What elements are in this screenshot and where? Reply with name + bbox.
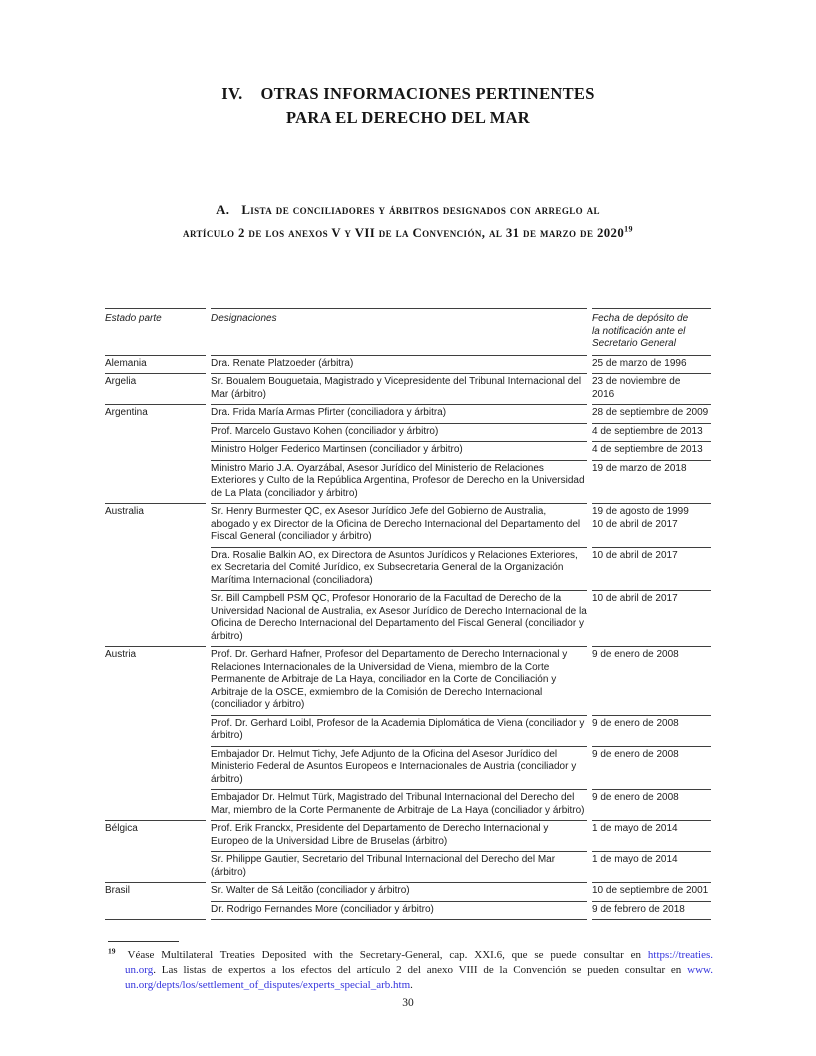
footnote-line <box>108 946 713 963</box>
content-column <box>100 308 740 993</box>
section-text-line1: Lista de conciliadores y árbitros designados con arreglo al <box>241 203 600 217</box>
designation-cell: Prof. Marcelo Gustavo Kohen (conciliador y árbitro) <box>211 424 587 443</box>
deposit-date-line: 25 de marzo de 1996 <box>592 357 687 369</box>
section-letter: A. <box>216 203 230 217</box>
deposit-date-cell <box>592 716 711 747</box>
deposit-date-line: 9 de enero de 2008 <box>592 717 679 729</box>
deposit-date-cell <box>592 548 711 592</box>
table-row <box>105 647 711 716</box>
deposit-date-line: 23 de noviembre de <box>592 376 681 387</box>
deposit-date-cell <box>592 902 711 921</box>
section-text-line2: artículo 2 de los anexos V y VII de la Convención, al 31 de marzo de 2020 <box>183 225 625 240</box>
deposit-date-cell <box>592 405 711 424</box>
section-heading-line1 <box>0 199 816 222</box>
deposit-date-cell <box>592 356 711 375</box>
state-party-cell: Argentina <box>105 405 206 504</box>
deposit-date-line: 1 de mayo de 2014 <box>592 854 678 865</box>
table-row <box>105 883 711 902</box>
deposit-date-cell <box>592 424 711 443</box>
footnote-line <box>125 963 713 978</box>
footnote <box>100 941 740 993</box>
header-date-line: la notificación ante el <box>592 325 686 337</box>
designation-cell: Sr. Walter de Sá Leitão (conciliador y árbitro) <box>211 883 587 902</box>
state-party-cell: Austria <box>105 647 206 821</box>
designation-cell: Sr. Henry Burmester QC, ex Asesor Jurídico Jefe del Gobierno de Australia, abogado y ex Director de la Oficina de Derecho Internacional del Departamento del Fiscal General (conciliador y árbitro) <box>211 504 587 548</box>
state-party-cell: Alemania <box>105 356 206 375</box>
designation-cell: Ministro Holger Federico Martinsen (conciliador y árbitro) <box>211 442 587 461</box>
deposit-date-line: 4 de septiembre de 2013 <box>592 444 703 455</box>
footnote-rule <box>108 941 179 942</box>
title-text-line1: OTRAS INFORMACIONES PERTINENTES <box>260 84 595 103</box>
designation-cell: Prof. Dr. Gerhard Hafner, Profesor del Departamento de Derecho Internacional y Relaciones Internacionales de la Universidad de Viena, miembro de la Corte Permanente de Arbitraje de La Haya, conciliador en la Corte de Conciliación y Arbitraje de la OSCE, exmiembro de la Comisión de Derecho Internacional (conciliador y árbitro) <box>211 647 587 716</box>
section-footnote-ref: 19 <box>624 224 633 234</box>
table-row <box>105 405 711 424</box>
page-title-line1 <box>0 82 816 106</box>
footnote-link[interactable]: https://treaties. <box>647 949 713 961</box>
footnote-text: . <box>410 979 413 991</box>
deposit-date-line: 9 de enero de 2008 <box>592 792 679 803</box>
deposit-date-cell <box>592 591 711 647</box>
designation-cell: Dr. Rodrigo Fernandes More (conciliador y árbitro) <box>211 902 587 921</box>
deposit-date-cell <box>592 747 711 791</box>
state-party-cell: Bélgica <box>105 821 206 883</box>
deposit-date-line: 1 de mayo de 2014 <box>592 823 678 834</box>
designation-cell: Prof. Erik Franckx, Presidente del Departamento de Derecho Internacional y Europeo de la Universidad Libre de Bruselas (árbitro) <box>211 821 587 852</box>
table-row <box>105 356 711 375</box>
footnote-marker: 19 <box>108 946 116 956</box>
footnote-link[interactable]: un.org/depts/los/settlement_of_disputes/experts_special_arb.htm <box>125 979 411 991</box>
page-number: 30 <box>402 997 414 1009</box>
deposit-date-line: 10 de abril de 2017 <box>592 549 678 561</box>
header-date-line: Fecha de depósito de <box>592 313 689 324</box>
table-header-row <box>105 308 711 356</box>
designation-cell: Ministro Mario J.A. Oyarzábal, Asesor Jurídico del Ministerio de Relaciones Exteriores y Culto de la República Argentina, Profesor de Derecho en la Universidad de La Plata (conciliador y árbitro) <box>211 461 587 505</box>
designation-cell: Dra. Frida María Armas Pfirter (conciliadora y árbitra) <box>211 405 587 424</box>
deposit-date-line: 9 de enero de 2008 <box>592 748 679 760</box>
designation-cell: Dra. Rosalie Balkin AO, ex Directora de Asuntos Jurídicos y Relaciones Exteriores, ex Secretaria del Comité Jurídico, ex Subsecretaria General de la Organización Marítima Internacional (conciliadora) <box>211 548 587 592</box>
footnote-text: Véase Multilateral Treaties Deposited with the Secretary-General, cap. XXI.6, que se puede consultar en <box>127 949 648 961</box>
page-title <box>0 82 816 130</box>
deposit-date-line: 9 de enero de 2008 <box>592 649 679 660</box>
table-row <box>105 374 711 405</box>
deposit-date-cell <box>592 442 711 461</box>
section-heading-line2 <box>0 222 816 245</box>
state-party-cell: Brasil <box>105 883 206 920</box>
footnote-link[interactable]: www. <box>687 964 713 976</box>
deposit-date-cell <box>592 821 711 852</box>
header-date-line: Secretario General <box>592 338 676 349</box>
deposit-date-cell <box>592 883 711 902</box>
table-header <box>105 308 711 356</box>
header-date <box>592 308 711 356</box>
footnote-body <box>108 946 713 993</box>
designation-cell: Embajador Dr. Helmut Tichy, Jefe Adjunto de la Oficina del Asesor Jurídico del Ministerio Federal de Asuntos Europeos e Internacionales de Austria (conciliador y árbitro) <box>211 747 587 791</box>
deposit-date-line: 10 de abril de 2017 <box>592 593 678 604</box>
deposit-date-cell <box>592 374 711 405</box>
table-row <box>105 504 711 548</box>
designation-cell: Sr. Bill Campbell PSM QC, Profesor Honorario de la Facultad de Derecho de la Universidad Nacional de Australia, ex Asesor Jurídico de Derecho Internacional de la Oficina de Derecho Internacional del Departamento del Fiscal General (conciliador y árbitro) <box>211 591 587 647</box>
deposit-date-line: 2016 <box>592 388 615 400</box>
designation-cell: Embajador Dr. Helmut Türk, Magistrado del Tribunal Internacional del Derecho del Mar, miembro de la Corte Permanente de Arbitraje de La Haya (conciliador y árbitro) <box>211 790 587 821</box>
state-party-cell: Australia <box>105 504 206 647</box>
deposit-date-line: 19 de agosto de 1999 <box>592 506 689 517</box>
designations-table <box>100 308 716 920</box>
deposit-date-cell <box>592 504 711 548</box>
deposit-date-line: 28 de septiembre de 2009 <box>592 407 709 418</box>
footnote-line <box>125 978 713 993</box>
deposit-date-cell <box>592 790 711 821</box>
section-heading <box>0 199 816 244</box>
designation-cell: Dra. Renate Platzoeder (árbitra) <box>211 356 587 375</box>
footnote-link[interactable]: un.org <box>125 964 154 976</box>
footnote-text: . Las listas de expertos a los efectos del artículo 2 del anexo VIII de la Convención se pueden consultar en <box>153 964 688 976</box>
page-title-line2: PARA EL DERECHO DEL MAR <box>285 108 531 127</box>
designation-cell: Sr. Boualem Bouguetaia, Magistrado y Vicepresidente del Tribunal Internacional del Mar (árbitro) <box>211 374 587 405</box>
designation-cell: Sr. Philippe Gautier, Secretario del Tribunal Internacional del Derecho del Mar (árbitro) <box>211 852 587 883</box>
deposit-date-cell <box>592 852 711 883</box>
deposit-date-cell <box>592 647 711 716</box>
deposit-date-line: 19 de marzo de 2018 <box>592 462 687 474</box>
table-row <box>105 821 711 852</box>
state-party-cell: Argelia <box>105 374 206 405</box>
header-designation: Designaciones <box>211 308 587 356</box>
deposit-date-line: 4 de septiembre de 2013 <box>592 425 703 437</box>
header-state: Estado parte <box>105 308 206 356</box>
deposit-date-line: 9 de febrero de 2018 <box>592 903 685 915</box>
title-numeral: IV. <box>221 84 243 103</box>
designations-table-body <box>105 356 711 921</box>
designation-cell: Prof. Dr. Gerhard Loibl, Profesor de la Academia Diplomática de Viena (conciliador y árbitro) <box>211 716 587 747</box>
deposit-date-line: 10 de abril de 2017 <box>592 518 678 530</box>
deposit-date-cell <box>592 461 711 505</box>
deposit-date-line: 10 de septiembre de 2001 <box>592 885 709 896</box>
